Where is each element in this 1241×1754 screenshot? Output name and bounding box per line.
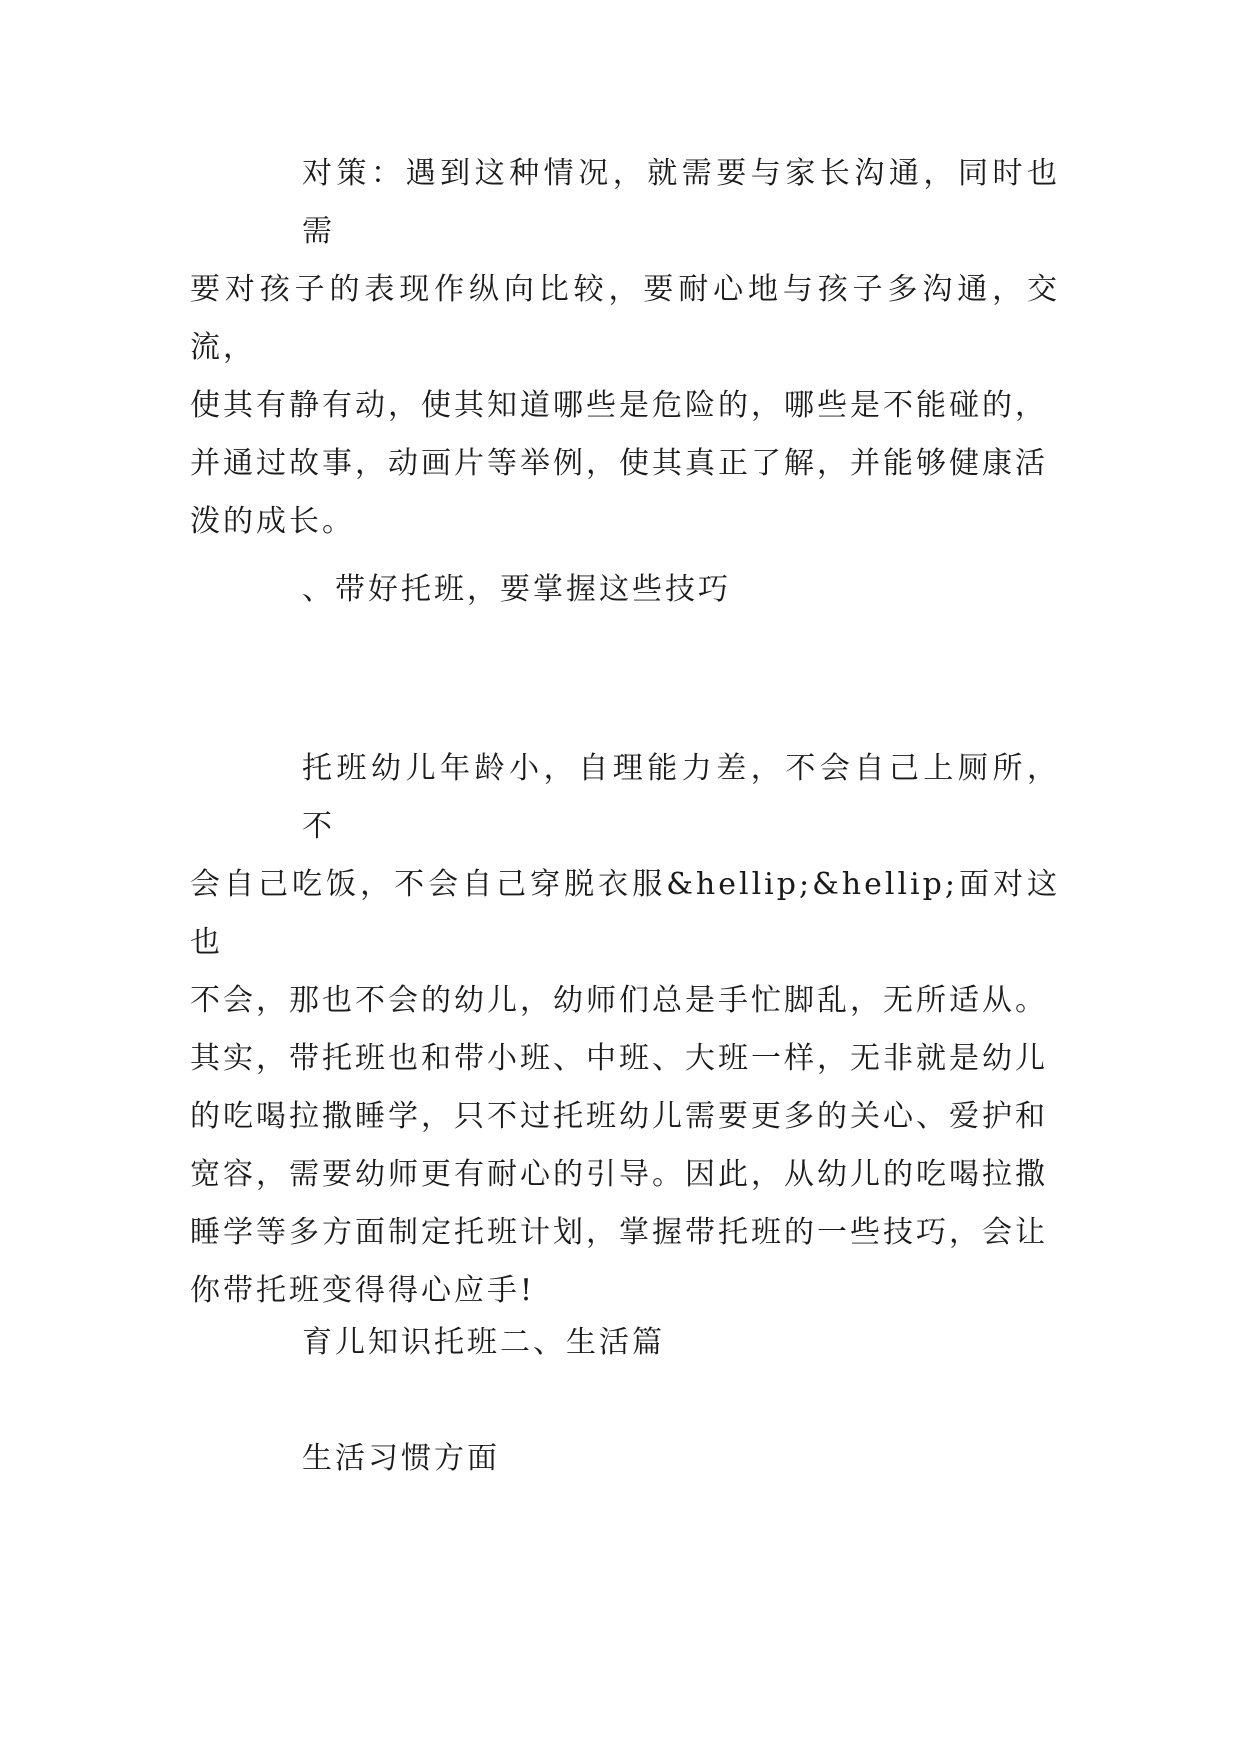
paragraph-line: 会自己吃饭，不会自己穿脱衣服&hellip;&hellip;面对这也 bbox=[190, 867, 1060, 960]
paragraph-line: 使其有静有动，使其知道哪些是危险的，哪些是不能碰的， bbox=[190, 388, 1048, 423]
paragraph-line: 泼的成长。 bbox=[190, 504, 355, 539]
paragraph-strategy bbox=[190, 145, 1060, 551]
section-heading-habits: 生活习惯方面 bbox=[302, 1441, 500, 1476]
section-heading-skills: 、带好托班，要掌握这些技巧 bbox=[302, 572, 731, 607]
paragraph-line: 宽容，需要幼师更有耐心的引导。因此，从幼儿的吃喝拉撒 bbox=[190, 1157, 1048, 1192]
paragraph-line: 要对孩子的表现作纵向比较，要耐心地与孩子多沟通，交流， bbox=[190, 272, 1060, 365]
paragraph-line: 托班幼儿年龄小，自理能力差，不会自己上厕所，不 bbox=[302, 751, 1060, 844]
paragraph-line: 睡学等多方面制定托班计划，掌握带托班的一些技巧，会让 bbox=[190, 1215, 1048, 1250]
paragraph-line: 并通过故事，动画片等举例，使其真正了解，并能够健康活 bbox=[190, 446, 1048, 481]
paragraph-line: 的吃喝拉撒睡学，只不过托班幼儿需要更多的关心、爱护和 bbox=[190, 1099, 1048, 1134]
paragraph-toddler-class bbox=[190, 740, 1060, 1320]
paragraph-line: 你带托班变得得心应手! bbox=[190, 1273, 536, 1308]
section-heading-life: 育儿知识托班二、生活篇 bbox=[302, 1325, 665, 1360]
paragraph-line: 其实，带托班也和带小班、中班、大班一样，无非就是幼儿 bbox=[190, 1041, 1048, 1076]
paragraph-line: 不会，那也不会的幼儿，幼师们总是手忙脚乱，无所适从。 bbox=[190, 983, 1048, 1018]
paragraph-line: 对策：遇到这种情况，就需要与家长沟通，同时也需 bbox=[302, 156, 1060, 249]
